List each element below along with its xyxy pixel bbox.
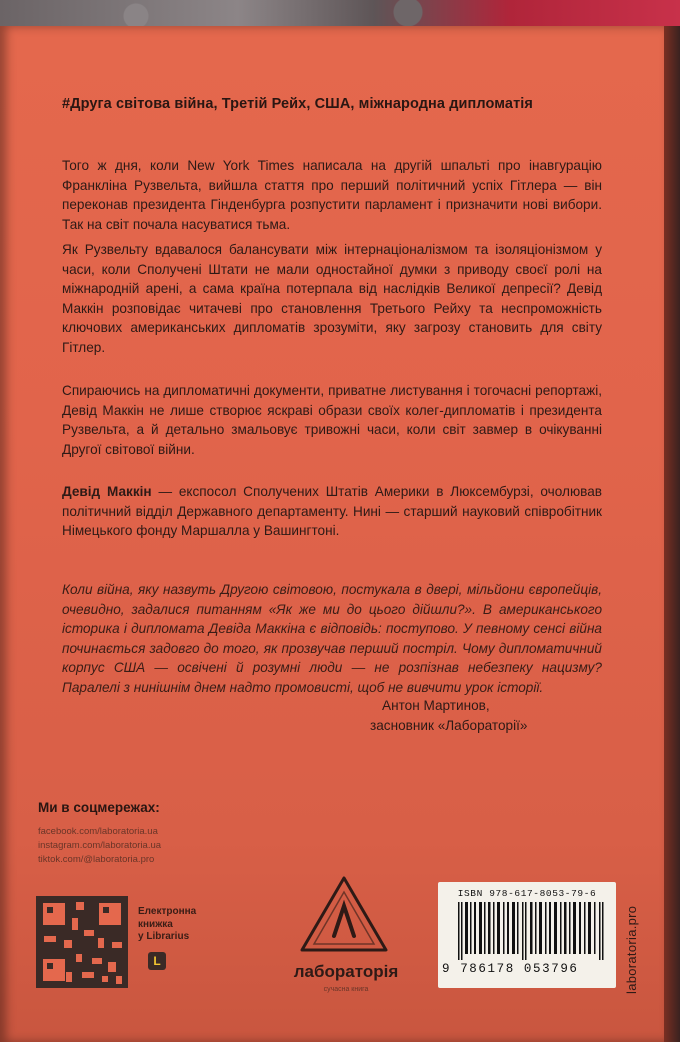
publisher-name: лабораторія xyxy=(293,962,399,981)
isbn-label: ISBN 978-617-8053-79-6 xyxy=(457,888,597,899)
endorsement-quote: Коли війна, яку назвуть Другою світовою, постукала в двері, мільйони європейців, очевидно, задалися питанням «Як же ми до цього дійшли?». В американського історика і дипломата Девіда Маккіна є відповідь: поступово. У певному сенсі війна починається задовго до того, як прозвучав перший постріл. Чому дипломатичний корпус США — освічені й розумні люди — не розпізнав небезпеку нацизму? Паралелі з нинішнім днем надто промовисті, щоб не вивчити урок історії. xyxy=(62,582,602,695)
social-link-tiktok[interactable]: tiktok.com/@laboratoria.pro xyxy=(38,854,155,865)
author-bio-text: — експосол Сполучених Штатів Америки в Люксембурзі, очолював політичний відділ Державного департаменту. Нині — старший науковий співробітник Німецького фонду Маршалла у Вашингтоні. xyxy=(62,484,602,538)
social-heading: Ми в соцмережах: xyxy=(38,800,160,815)
publisher-logo-icon xyxy=(296,872,392,956)
description-paragraph-3: Спираючись на дипломатичні документи, приватне листування і тогочасні репортажі, Девід Маккін не лише створює яскраві образи своїх колег-дипломатів і президента Рузвельта, а й детально змальовує тривожні часи, коли світ завмер в очікуванні Другої світової війни. xyxy=(62,383,602,457)
ebook-line-3: у Librarius xyxy=(138,931,190,942)
ebook-line-1: Електронна xyxy=(138,906,197,917)
quote-attribution xyxy=(370,696,527,736)
description-paragraph-2: Як Рузвельту вдавалося балансувати між інтернаціоналізмом та ізоляціонізмом у часи, коли Сполучені Штати не мали одностайної думки з приводу своєї ролі на міжнародній арені, а сама країна потерпала від наслідків Великої депресії? Девід Маккін розповідає читачеві про становлення Третього Рейху та неспроможність ключових американських дипломатів зрозуміти, яку загрозу становить для світу Гітлер. xyxy=(62,242,602,355)
ebook-info xyxy=(138,906,196,944)
barcode-bars xyxy=(456,902,606,960)
publisher-website[interactable]: laboratoria.pro xyxy=(624,905,639,994)
attribution-name: Антон Мартинов, xyxy=(382,698,490,713)
attribution-role: засновник «Лабораторії» xyxy=(370,718,528,733)
qr-code[interactable] xyxy=(36,896,128,988)
ebook-line-2: книжка xyxy=(138,918,173,930)
author-name: Девід Маккін xyxy=(62,484,152,499)
description-paragraph-1: Того ж дня, коли New York Times написала на другій шпальті про інавгурацію Франкліна Рузвельта, вийшла стаття про перший політичний успіх Гітлера — він переконав президента Гінденбурга розпустити парламент і призначити нові вибори. Так на світ почала насуватися тьма. xyxy=(62,158,602,232)
social-link-facebook[interactable]: facebook.com/laboratoria.ua xyxy=(38,826,158,837)
isbn-digits: 9 786178 053796 xyxy=(442,962,579,976)
librarius-icon: L xyxy=(148,952,166,970)
author-bio xyxy=(62,482,602,541)
social-link-instagram[interactable]: instagram.com/laboratoria.ua xyxy=(38,840,162,851)
topic-tags: #Друга світова війна, Третій Рейх, США, міжнародна дипломатія xyxy=(62,96,533,112)
book-spine-edge xyxy=(664,26,680,1042)
isbn-barcode xyxy=(438,882,616,988)
publisher-tagline: сучасна книга xyxy=(323,986,369,993)
